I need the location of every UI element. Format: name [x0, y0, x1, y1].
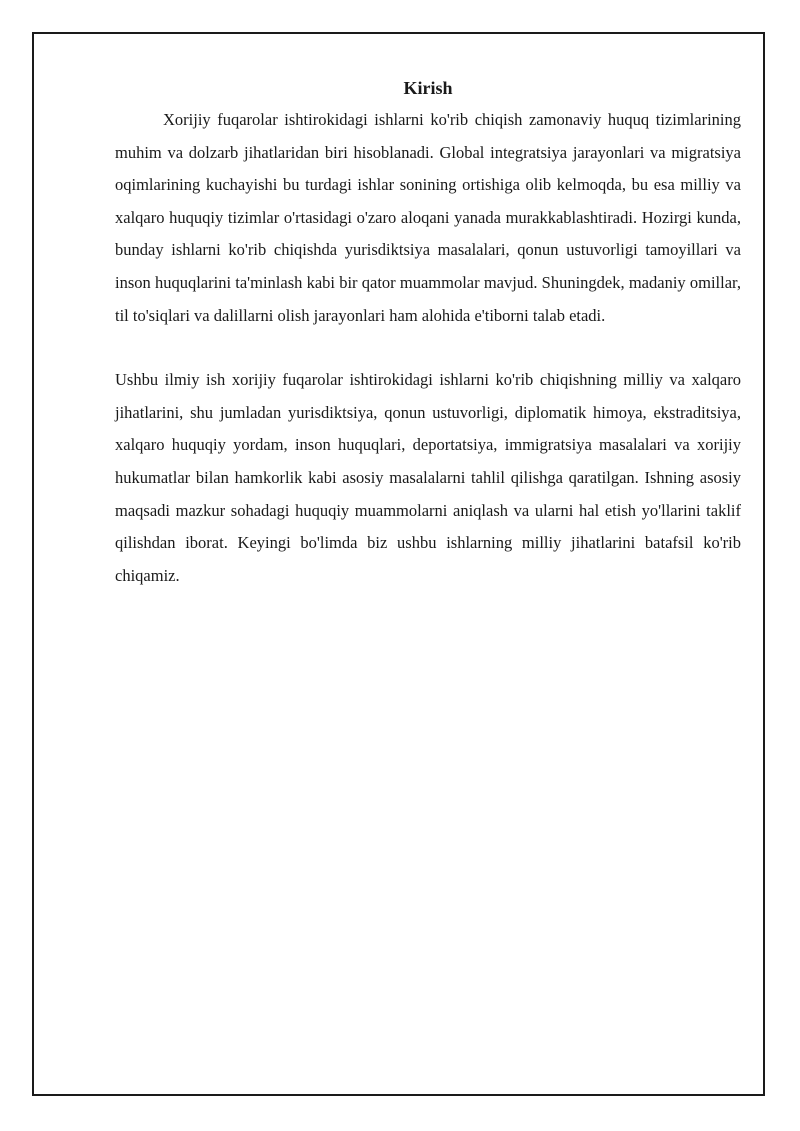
paragraph-introduction: Xorijiy fuqarolar ishtirokidagi ishlarni ko'rib chiqish zamonaviy huquq tizimlarining muhim va dolzarb jihatlaridan biri hisoblanadi. Global integratsiya jarayonlari va migratsiya oqimlarining kuchayishi bu turdagi ishlar sonining ortishiga olib kelmoqda, bu esa milliy va xalqaro huquqiy tizimlar o'rtasidagi o'zaro aloqani yanada murakkablashtiradi. Hozirgi kunda, bunday ishlarni ko'rib chiqishda yurisdiktsiya masalalari, qonun ustuvorligi tamoyillari va inson huquqlarini ta'minlash kabi bir qator muammolar mavjud. Shuningdek, madaniy omillar, til to'siqlari va dalillarni olish jarayonlari ham alohida e'tiborni talab etadi. [115, 110, 741, 325]
paragraph-scope: Ushbu ilmiy ish xorijiy fuqarolar ishtirokidagi ishlarni ko'rib chiqishning milliy va xalqaro jihatlarini, shu jumladan yurisdiktsiya, qonun ustuvorligi, diplomatik himoya, ekstraditsiya, xalqaro huquqiy yordam, inson huquqlari, deportatsiya, immigratsiya masalalari va xorijiy hukumatlar bilan hamkorlik kabi asosiy masalalarni tahlil qilishga qaratilgan. Ishning asosiy maqsadi mazkur sohadagi huquqiy muammolarni aniqlash va ularni hal etish yo'llarini taklif qilishdan iborat. Keyingi bo'limda biz ushbu ishlarning milliy jihatlarini batafsil ko'rib chiqamiz. [115, 370, 741, 585]
document-body [115, 76, 741, 592]
paragraph-spacer [115, 332, 741, 364]
document-title: Kirish [403, 78, 453, 98]
